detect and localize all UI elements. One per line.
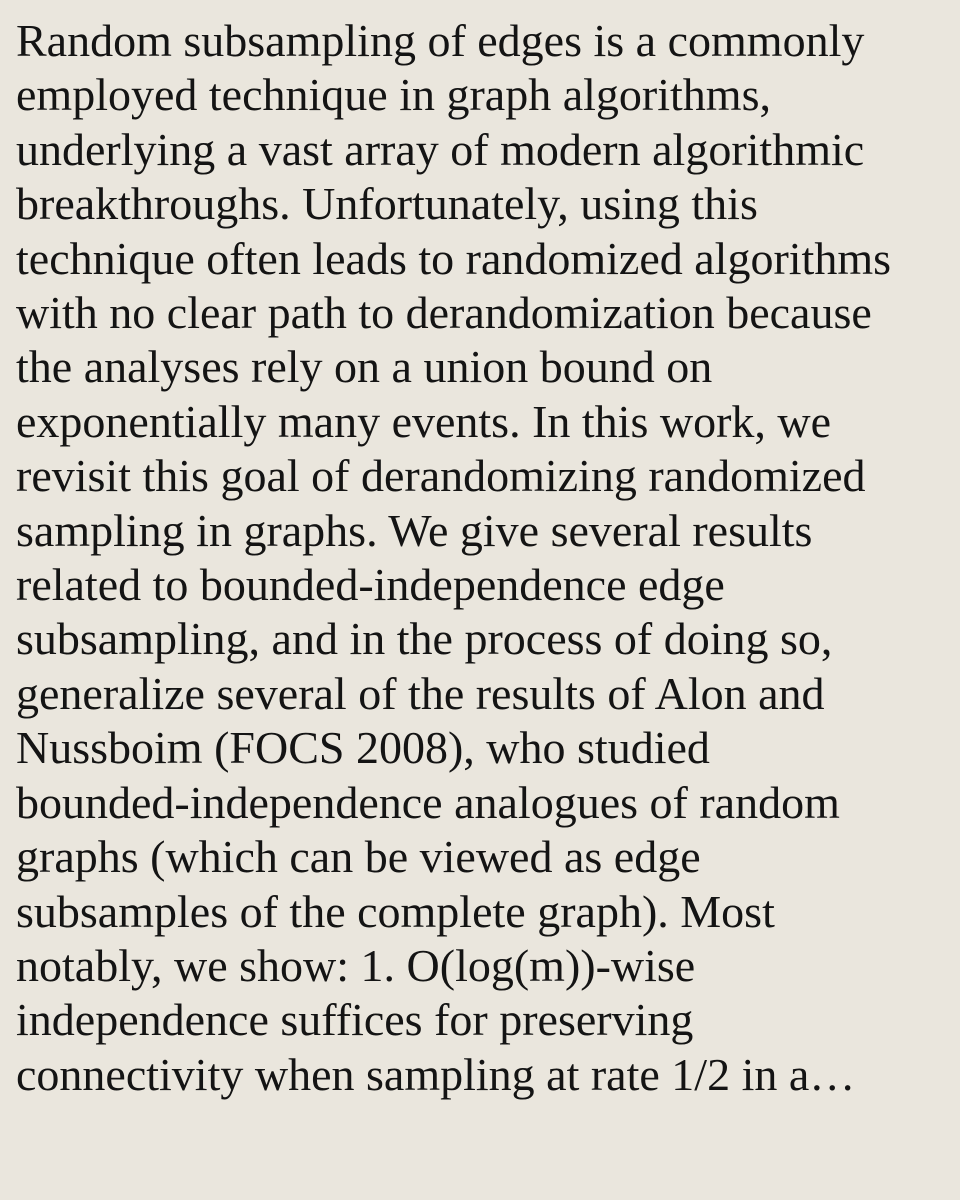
text-line: technique often leads to randomized algorithms bbox=[16, 232, 892, 284]
text-line: connectivity when sampling at rate 1/2 in a… bbox=[16, 1048, 856, 1100]
text-line: breakthroughs. Unfortunately, using this bbox=[16, 178, 758, 230]
text-line: independence suffices for preserving bbox=[16, 994, 694, 1046]
text-line: subsampling, and in the process of doing so, bbox=[16, 613, 833, 665]
text-line: exponentially many events. In this work, we bbox=[16, 395, 832, 447]
text-line: employed technique in graph algorithms, bbox=[16, 69, 771, 121]
text-line: notably, we show: 1. O(log(m))-wise bbox=[16, 939, 696, 991]
text-line: subsamples of the complete graph). Most bbox=[16, 885, 775, 937]
text-line: revisit this goal of derandomizing randomized bbox=[16, 450, 866, 502]
text-line: sampling in graphs. We give several results bbox=[16, 504, 813, 556]
text-line: graphs (which can be viewed as edge bbox=[16, 831, 701, 883]
text-line: generalize several of the results of Alon and bbox=[16, 667, 825, 719]
text-line: the analyses rely on a union bound on bbox=[16, 341, 713, 393]
text-line: bounded-independence analogues of random bbox=[16, 776, 840, 828]
text-line: related to bounded-independence edge bbox=[16, 559, 725, 611]
text-line: with no clear path to derandomization because bbox=[16, 287, 872, 339]
text-line: underlying a vast array of modern algorithmic bbox=[16, 123, 865, 175]
text-line: Random subsampling of edges is a commonly bbox=[16, 15, 865, 66]
text-line: Nussboim (FOCS 2008), who studied bbox=[16, 722, 710, 774]
abstract-text bbox=[16, 14, 891, 1102]
